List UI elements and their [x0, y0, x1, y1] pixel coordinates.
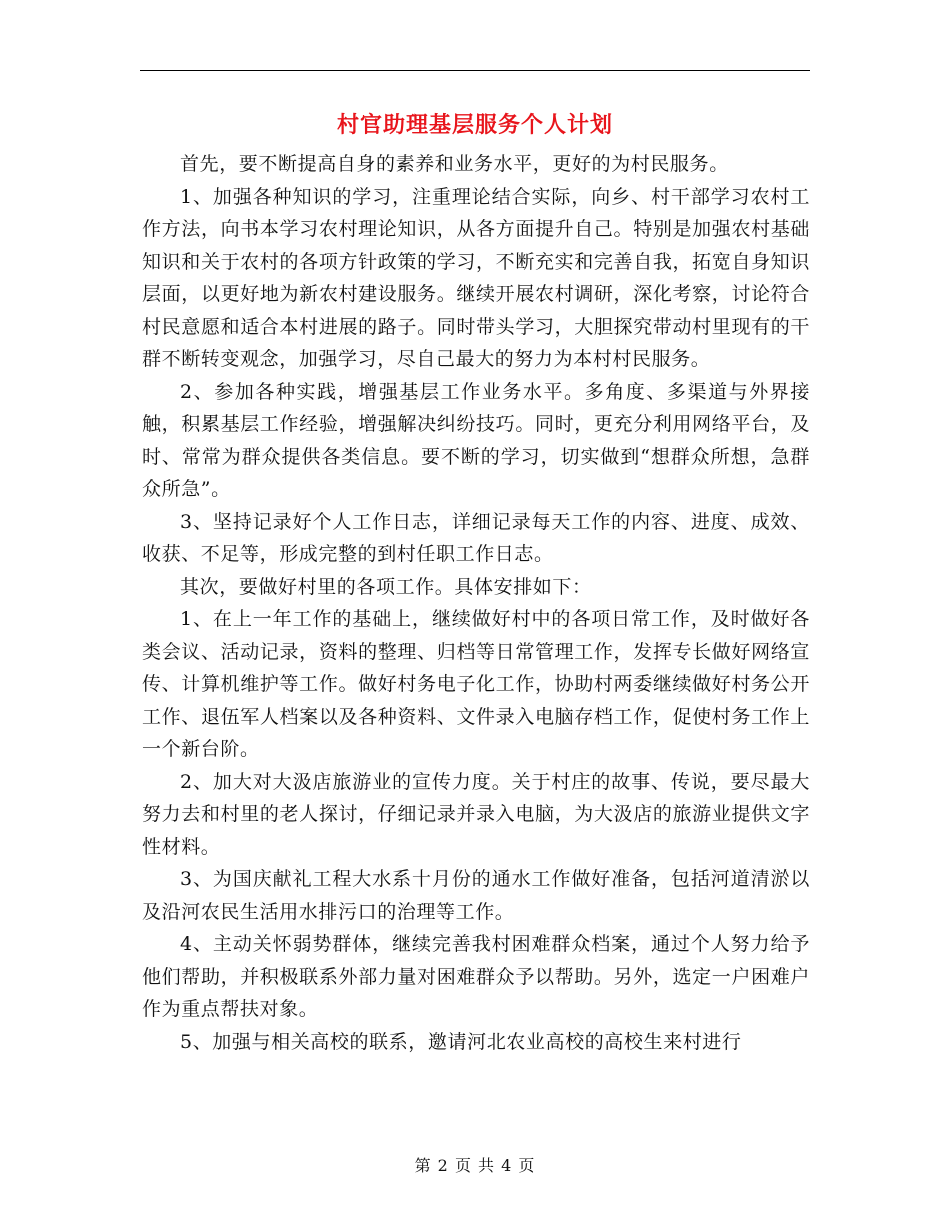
paragraph: 1、加强各种知识的学习，注重理论结合实际，向乡、村干部学习农村工作方法，向书本学习农村理论知识，从各方面提升自己。特别是加强农村基础知识和关于农村的各项方针政策的学习，不断充实和完善自我，拓宽自身知识层面，以更好地为新农村建设服务。继续开展农村调研，深化考察，讨论符合村民意愿和适合本村进展的路子。同时带头学习，大胆探究带动村里现有的干群不断转变观念，加强学习，尽自己最大的努力为本村村民服务。: [142, 185, 810, 370]
page-footer: [0, 1153, 950, 1176]
page-number-label: 第 2 页 共 4 页: [414, 1156, 536, 1175]
header-rule: [140, 70, 810, 71]
paragraph: 2、加大对大汲店旅游业的宣传力度。关于村庄的故事、传说，要尽最大努力去和村里的老人探讨，仔细记录并录入电脑，为大汲店的旅游业提供文字性材料。: [142, 770, 810, 858]
paragraph: 4、主动关怀弱势群体，继续完善我村困难群众档案，通过个人努力给予他们帮助，并积极联系外部力量对困难群众予以帮助。另外，选定一户困难户作为重点帮扶对象。: [142, 933, 810, 1020]
paragraph: 3、为国庆献礼工程大水系十月份的通水工作做好准备，包括河道清淤以及沿河农民生活用水排污口的治理等工作。: [142, 868, 810, 923]
paragraph: 5、加强与相关高校的联系，邀请河北农业高校的高校生来村进行: [180, 1030, 742, 1053]
document-title: 村官助理基层服务个人计划: [336, 112, 613, 138]
paragraph: 1、在上一年工作的基础上，继续做好村中的各项日常工作，及时做好各类会议、活动记录，资料的整理、归档等日常管理工作，发挥专长做好网络宣传、计算机维护等工作。做好村务电子化工作，协助村两委继续做好村务公开工作、退伍军人档案以及各种资料、文件录入电脑存档工作，促使村务工作上一个新台阶。: [142, 608, 810, 760]
paragraph: 2、参加各种实践，增强基层工作业务水平。多角度、多渠道与外界接触，积累基层工作经验，增强解决纠纷技巧。同时，更充分利用网络平台，及时、常常为群众提供各类信息。要不断的学习，切实做到“想群众所想，急群众所急”。: [142, 380, 810, 500]
paragraph: 其次，要做好村里的各项工作。具体安排如下：: [180, 575, 592, 598]
document-body: [142, 148, 810, 1058]
paragraph: 3、坚持记录好个人工作日志，详细记录每天工作的内容、进度、成效、收获、不足等，形成完整的到村任职工作日志。: [142, 510, 810, 565]
paragraph: 首先，要不断提高自身的素养和业务水平，更好的为村民服务。: [180, 153, 729, 175]
